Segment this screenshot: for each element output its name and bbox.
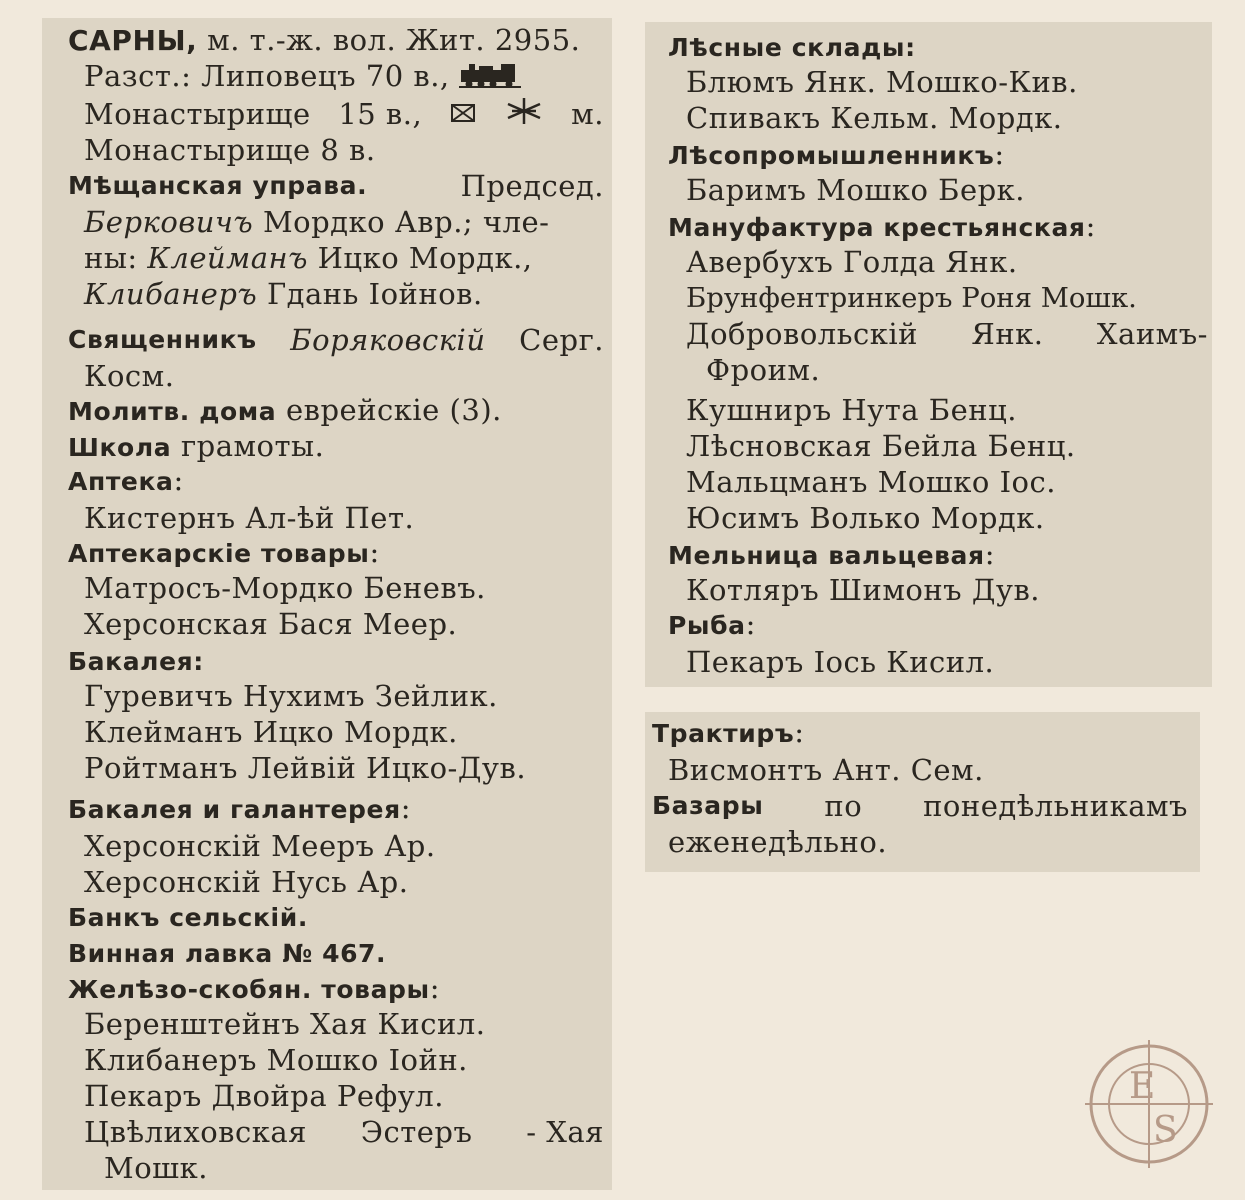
monastyrishche-suffix: м. (571, 97, 604, 131)
list-item: Авербухъ Голда Янк. (686, 245, 1018, 279)
meshchanskaya-line-2 (84, 204, 549, 240)
grocery-gal-heading-line (68, 790, 411, 828)
prayer-houses-line (68, 392, 502, 430)
pharmacy-colon: : (173, 463, 184, 497)
list-item: Клибанеръ Мошко Іойн. (84, 1043, 468, 1077)
list-item: Висмонтъ Ант. Сем. (668, 753, 984, 787)
iron-goods-heading: Желѣзо-скобян. товары (68, 975, 430, 1004)
forest-industrialist-heading: Лѣсопромышленникъ (668, 141, 995, 170)
bazaar-line (652, 788, 1188, 824)
prayer-houses-text: еврейскіе (3). (285, 393, 502, 427)
grocery-heading-line (68, 642, 204, 680)
list-item-continuation: Мошк. (104, 1151, 208, 1185)
manufactory-heading-line (668, 208, 1096, 246)
list-item: Кистернъ Ал-ѣй Пет. (84, 501, 415, 535)
chairman-surname: Берковичъ (84, 205, 254, 239)
meshchanskaya-line-3 (84, 240, 533, 276)
wine-shop-line (68, 934, 386, 972)
monastyrishche-line-2: Монастырище 8 в. (84, 133, 376, 167)
list-item: Юсимъ Волько Мордк. (686, 501, 1045, 535)
list-item: Спивакъ Кельм. Мордк. (686, 101, 1063, 135)
tavern-heading-line (652, 714, 805, 752)
place-name: САРНЫ, (68, 24, 198, 57)
fish-heading-line (668, 606, 756, 644)
mill-colon: : (984, 537, 995, 571)
school-heading: Школа (68, 433, 172, 462)
school-text: грамоты. (180, 429, 325, 463)
priest-surname: Боряковскій (290, 323, 486, 357)
list-item-name-2: - Хая (526, 1115, 604, 1149)
bazaar-text-2: понедѣльникамъ (923, 789, 1188, 823)
members-label: ны: (84, 241, 138, 275)
grocery-heading: Бакалея: (68, 647, 204, 676)
list-item: Пекаръ Двойра Рефул. (84, 1079, 444, 1113)
tavern-colon: : (794, 715, 805, 749)
meshchanskaya-line-4 (84, 276, 483, 312)
bazaar-heading: Базары (652, 791, 764, 820)
list-item: Котляръ Шимонъ Дув. (686, 573, 1041, 607)
list-item: Гуревичъ Нухимъ Зейлик. (84, 679, 498, 713)
es-seal-logo (1085, 1040, 1213, 1168)
manufactory-heading: Мануфактура крестьянская (668, 213, 1086, 242)
distance-value: 70 в., (365, 59, 450, 93)
list-item: Херсонскій Нусь Ар. (84, 865, 409, 899)
mill-heading-line (668, 536, 995, 574)
list-item: Блюмъ Янк. Мошко-Кив. (686, 65, 1078, 99)
monastyrishche-distance: 15 в., (338, 97, 423, 131)
mill-heading: Мельница вальцевая (668, 541, 985, 570)
grocery-gal-heading: Бакалея и галантерея (68, 795, 401, 824)
bank-line (68, 898, 308, 936)
pharm-goods-heading: Аптекарскіе товары (68, 539, 370, 568)
pharmacy-heading-line (68, 462, 184, 500)
tavern-heading: Трактиръ (652, 719, 795, 748)
fish-heading: Рыба (668, 611, 746, 640)
chairman-name: Мордко Авр.; чле- (262, 205, 550, 239)
list-item: Херсонскій Мееръ Ар. (84, 829, 436, 863)
bazaar-text-3: еженедѣльно. (668, 825, 888, 859)
list-item-surname: Добровольскій (686, 317, 918, 351)
list-item: Пекаръ Іось Кисил. (686, 645, 995, 679)
priest-line (68, 322, 604, 358)
member-name-2: Гдань Іойнов. (266, 277, 483, 311)
lumber-heading: Лѣсные склады: (668, 33, 916, 62)
telegraph-icon (504, 96, 544, 134)
priest-patronymic: Косм. (84, 359, 175, 393)
place-header-line (68, 22, 604, 59)
list-item-name: Эстеръ (360, 1115, 473, 1149)
place-description: м. т.-ж. вол. Жит. 2955. (207, 23, 581, 57)
list-item: Херсонская Бася Меер. (84, 607, 458, 641)
list-item-name-2: Хаимъ- (1096, 317, 1208, 351)
pharm-goods-heading-line (68, 534, 380, 572)
list-item: Кушниръ Нута Бенц. (686, 393, 1017, 427)
meshchanskaya-chair-label: Председ. (460, 169, 604, 203)
distance-line (84, 58, 521, 96)
manufactory-colon: : (1085, 209, 1096, 243)
forest-colon: : (994, 137, 1005, 171)
list-item: Матросъ-Мордко Беневъ. (84, 571, 486, 605)
forest-heading-line (668, 136, 1005, 174)
monastyrishche-line-1 (84, 96, 604, 134)
iron-goods-last-line (84, 1114, 604, 1150)
lumber-heading-line (668, 28, 916, 66)
list-item-surname: Цвѣлиховская (84, 1115, 307, 1149)
postal-envelope-icon (450, 96, 476, 134)
iron-goods-heading-line (68, 970, 440, 1008)
priest-name: Серг. (519, 323, 604, 357)
distance-city: Липовецъ (201, 59, 357, 93)
list-item: Брунфентринкеръ Роня Мошк. (686, 282, 1137, 314)
monastyrishche-text: Монастырище (84, 97, 311, 131)
distance-label: Разст.: (84, 59, 192, 93)
member-surname: Клейманъ (147, 241, 308, 275)
member-surname-2: Клибанеръ (84, 277, 258, 311)
list-item: Баримъ Мошко Берк. (686, 173, 1026, 207)
list-item-name: Янк. (971, 317, 1044, 351)
list-item: Лѣсновская Бейла Бенц. (686, 429, 1076, 463)
bazaar-text-1: по (824, 789, 863, 823)
list-item: Ройтманъ Лейвій Ицко-Дув. (84, 751, 527, 785)
fish-colon: : (745, 607, 756, 641)
list-item-continuation: Фроим. (706, 353, 821, 387)
train-icon (459, 60, 521, 96)
school-line (68, 428, 324, 466)
manufactory-dobrovolsky-line (686, 316, 1208, 352)
meshchanskaya-heading: Мѣщанская управа. (68, 171, 368, 200)
priest-heading: Священникъ (68, 325, 257, 354)
seal-letter-e: E (1129, 1066, 1156, 1107)
member-name: Ицко Мордк., (317, 241, 533, 275)
pharm-goods-colon: : (369, 535, 380, 569)
bank-heading: Банкъ сельскій. (68, 903, 308, 932)
pharmacy-heading: Аптека (68, 467, 174, 496)
prayer-houses-heading: Молитв. дома (68, 397, 277, 426)
grocery-gal-colon: : (400, 791, 412, 825)
wine-shop-heading: Винная лавка № 467. (68, 939, 387, 968)
list-item: Мальцманъ Мошко Іос. (686, 465, 1056, 499)
list-item: Клейманъ Ицко Мордк. (84, 715, 458, 749)
meshchanskaya-line-1 (68, 168, 604, 204)
list-item: Беренштейнъ Хая Кисил. (84, 1007, 486, 1041)
seal-letter-s: S (1153, 1110, 1178, 1151)
iron-goods-colon: : (429, 971, 441, 1005)
